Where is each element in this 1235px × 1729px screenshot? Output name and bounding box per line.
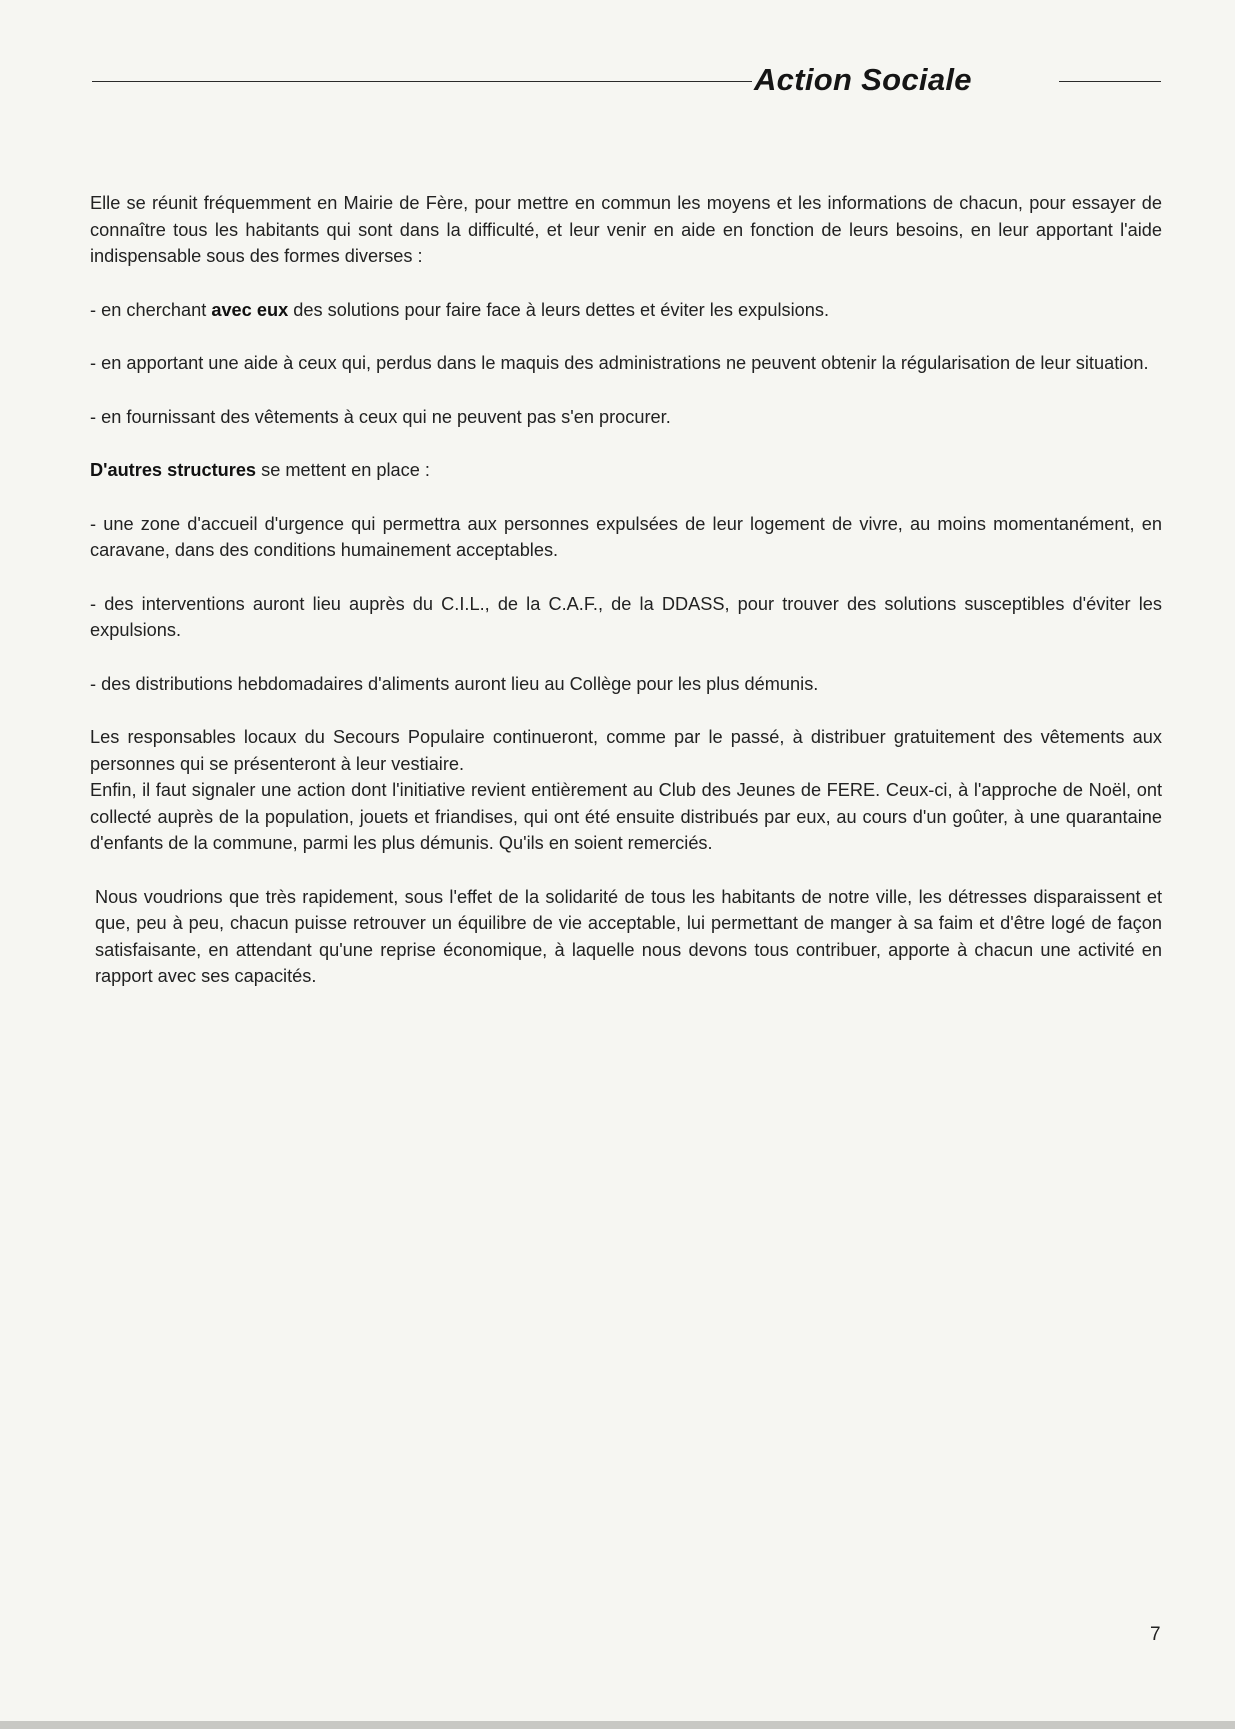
header-rule-left — [92, 81, 752, 82]
scan-edge — [0, 1721, 1235, 1729]
paragraph-secours-populaire: Les responsables locaux du Secours Populaire continueront, comme par le passé, à distribuer gratuitement des vêtements aux personnes qui se présenteront à leur vestiaire. — [90, 727, 1162, 774]
bold-emphasis: D'autres structures — [90, 460, 257, 480]
paragraph-club-jeunes: Enfin, il faut signaler une action dont l'initiative revient entièrement au Club des Jeunes de FERE. Ceux-ci, à l'approche de Noël, ont collecté auprès de la population, jouets et friandises, qui ont été ensuite distribués par eux, au cours d'un goûter, à une quarantaine d'enfants de la commune, parmi les plus démunis. Qu'ils en soient remerciés. — [90, 780, 1162, 853]
page-number: 7 — [1150, 1624, 1161, 1645]
page-header — [92, 62, 1162, 102]
paragraph-conclusion: Nous voudrions que très rapidement, sous l'effet de la solidarité de tous les habitants de notre ville, les détresses disparaissent et que, peu à peu, chacun puisse retrouver un équilibre de vie acceptable, lui permettant de manger à sa faim et d'être logé de façon satisfaisante, en attendant qu'une reprise économique, à laquelle nous devons tous contribuer, apporte à chacun une activité en rapport avec ses capacités. — [95, 886, 1162, 986]
article-body — [90, 190, 1162, 1017]
paragraph-bullet-debts — [90, 297, 1162, 324]
paragraph-text: se mettent en place : — [256, 460, 430, 480]
paragraph-bullet-food: - des distributions hebdomadaires d'aliments auront lieu au Collège pour les plus démunis. — [90, 673, 819, 694]
paragraph-intro: Elle se réunit fréquemment en Mairie de Fère, pour mettre en commun les moyens et les informations de chacun, pour essayer de connaître tous les habitants qui sont dans la difficulté, et leur venir en aide en fonction de leurs besoins, en leur apportant l'aide indispensable sous des formes diverses : — [90, 193, 1162, 266]
bullet-text: des solutions pour faire face à leurs dettes et éviter les expulsions. — [288, 299, 830, 320]
bullet-text: - en cherchant — [90, 299, 212, 320]
paragraph-bullet-interventions: - des interventions auront lieu auprès du C.I.L., de la C.A.F., de la DDASS, pour trouver des solutions susceptibles d'éviter les expulsions. — [90, 593, 1162, 640]
paragraph-bullet-clothing: - en fournissant des vêtements à ceux qui ne peuvent pas s'en procurer. — [90, 406, 671, 427]
paragraph-bullet-administration: - en apportant une aide à ceux qui, perdus dans le maquis des administrations ne peuvent obtenir la régularisation de leur situation. — [90, 353, 1149, 373]
section-title: Action Sociale — [754, 62, 972, 97]
paragraph-bullet-emergency-zone: - une zone d'accueil d'urgence qui permettra aux personnes expulsées de leur logement de vivre, au moins momentanément, en caravane, dans des conditions humainement acceptables. — [90, 513, 1162, 560]
bold-emphasis: avec eux — [211, 299, 289, 320]
paragraph-structures-intro — [90, 457, 1162, 484]
header-rule-right — [1059, 81, 1161, 82]
